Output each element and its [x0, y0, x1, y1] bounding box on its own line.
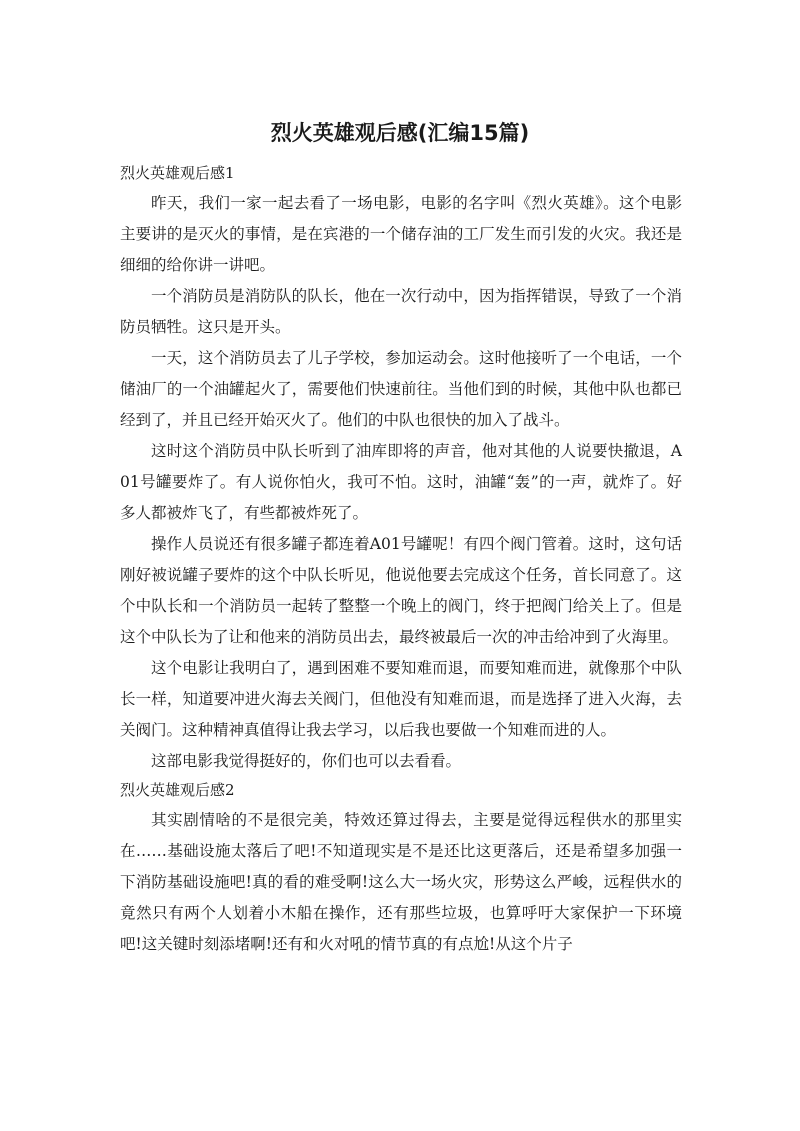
- section-2: [120, 777, 682, 960]
- document-title: 烈火英雄观后感(汇编15篇): [270, 121, 530, 145]
- paragraph: 这时这个消防员中队长听到了油库即将的声音，他对其他的人说要快撤退，A01号罐要炸了。有人说你怕火，我可不怕。这时，油罐“轰”的一声，就炸了。好多人都被炸飞了，有些都被炸死了。: [120, 442, 682, 522]
- paragraph: 一天，这个消防员去了儿子学校，参加运动会。这时他接听了一个电话，一个储油厂的一个油罐起火了，需要他们快速前往。当他们到的时候，其他中队也都已经到了，并且已经开始灭火了。他们的中队也很快的加入了战斗。: [120, 349, 682, 429]
- section-heading: 烈火英雄观后感2: [120, 781, 235, 799]
- paragraph: 昨天，我们一家一起去看了一场电影，电影的名字叫《烈火英雄》。这个电影主要讲的是灭火的事情，是在宾港的一个储存油的工厂发生而引发的火灾。我还是细细的给你讲一讲吧。: [120, 194, 682, 274]
- paragraph: 操作人员说还有很多罐子都连着A01号罐呢！有四个阀门管着。这时，这句话刚好被说罐子要炸的这个中队长听见，他说他要去完成这个任务，首长同意了。这个中队长和一个消防员一起转了整整一个晚上的阀门，终于把阀门给关上了。但是这个中队长为了让和他来的消防员出去，最终被最后一次的冲击给冲到了火海里。: [120, 535, 682, 646]
- section-1: [120, 160, 682, 777]
- paragraph: 这个电影让我明白了，遇到困难不要知难而退，而要知难而进，就像那个中队长一样，知道要冲进火海去关阀门，但他没有知难而退，而是选择了进入火海，去关阀门。这种精神真值得让我去学习，以后我也要做一个知难而进的人。: [120, 659, 682, 739]
- section-heading: 烈火英雄观后感1: [120, 164, 235, 182]
- document-body: [120, 160, 682, 960]
- paragraph: 一个消防员是消防队的队长，他在一次行动中，因为指挥错误，导致了一个消防员牺牲。这只是开头。: [120, 287, 682, 336]
- paragraph: 这部电影我觉得挺好的，你们也可以去看看。: [151, 752, 462, 770]
- paragraph: 其实剧情啥的不是很完美，特效还算过得去，主要是觉得远程供水的那里实在……基础设施太落后了吧!不知道现实是不是还比这更落后，还是希望多加强一下消防基础设施吧!真的看的难受啊!这么大一场火灾，形势这么严峻，远程供水的竟然只有两个人划着小木船在操作，还有那些垃圾，也算呼吁大家保护一下环境吧!这关键时刻添堵啊!还有和火对吼的情节真的有点尬!从这个片子: [120, 811, 682, 953]
